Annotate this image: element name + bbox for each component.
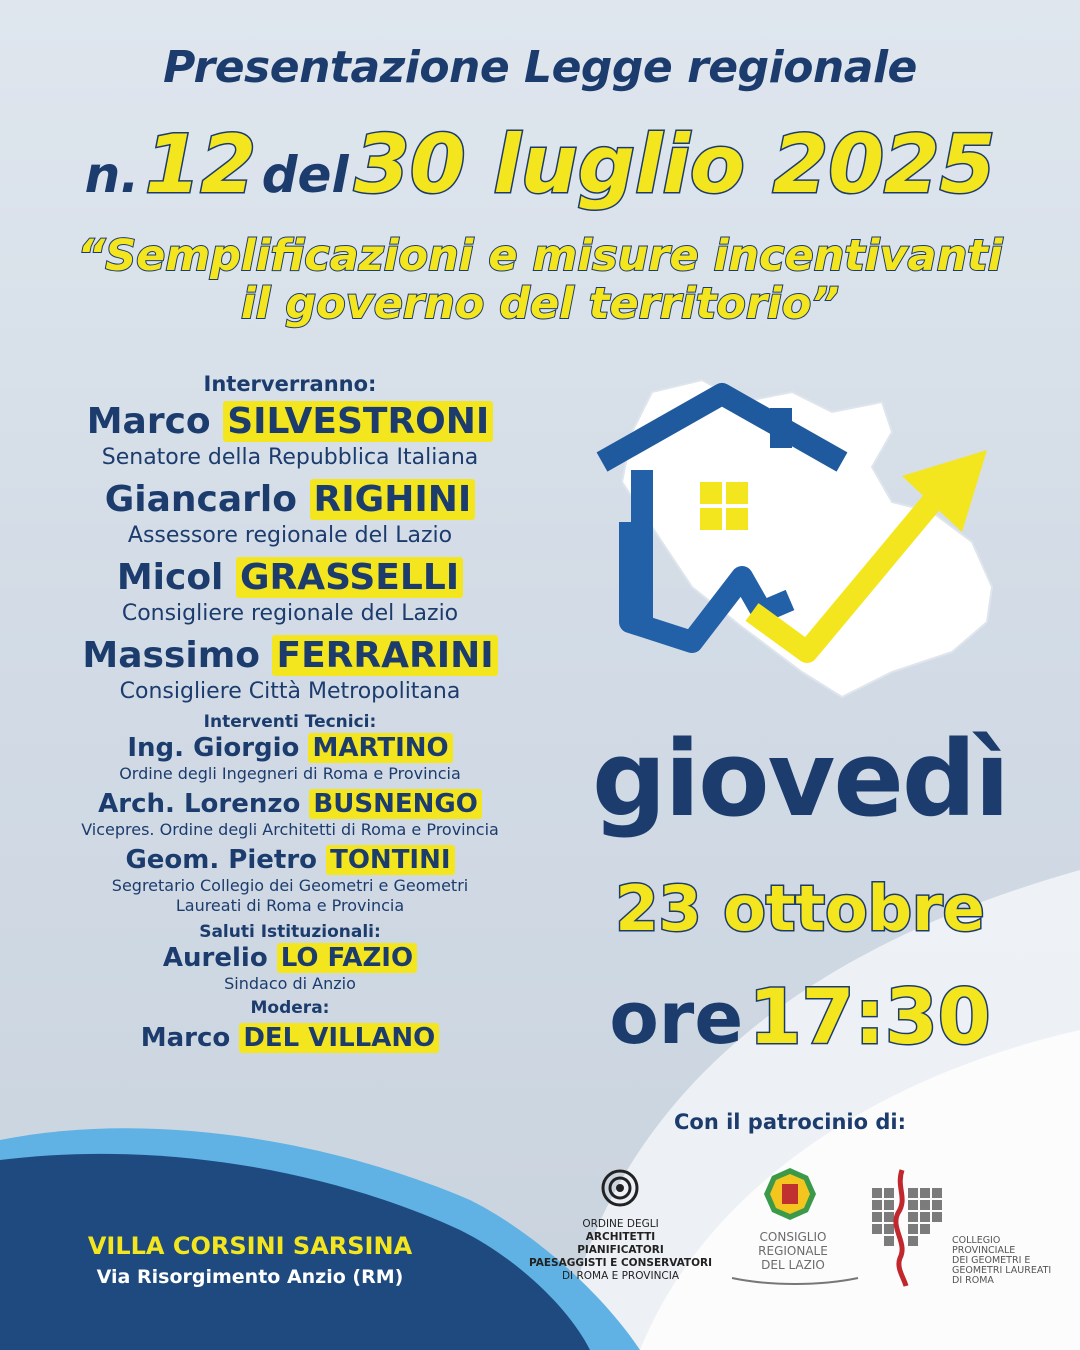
event-time — [560, 972, 1040, 1061]
architects-order-logo-text — [518, 1218, 723, 1283]
speaker-role: Consigliere regionale del Lazio — [121, 601, 459, 626]
speaker-first-name: Arch. Lorenzo — [98, 789, 301, 819]
event-date: 23 ottobre — [615, 872, 985, 945]
speaker-role-line-2: Laureati di Roma e Provincia — [175, 896, 405, 915]
event-time-value: 17:30 — [748, 972, 991, 1061]
surveyors-college-logo-icon — [868, 1168, 952, 1288]
technical-speaker-name — [30, 844, 550, 876]
speaker-last-name: DEL VILLANO — [239, 1023, 439, 1053]
speaker-last-name: TONTINI — [326, 845, 454, 875]
law-n-label: n. — [84, 146, 140, 204]
logo-text-line: DI ROMA — [952, 1275, 994, 1286]
speakers-section-label: Interverranno: — [203, 372, 377, 396]
regional-council-emblem-icon — [762, 1166, 818, 1222]
architects-order-logo-icon — [600, 1168, 640, 1208]
speaker-role: Vicepres. Ordine degli Architetti di Roma e Provincia — [81, 820, 499, 839]
logo-text-line: REGIONALE — [758, 1244, 828, 1258]
speaker-role: Ordine degli Ingegneri di Roma e Provincia — [119, 764, 461, 783]
technical-speaker-name — [30, 732, 550, 764]
speaker-last-name: LO FAZIO — [277, 943, 417, 973]
speaker-role-line-1: Segretario Collegio dei Geometri e Geometri — [111, 876, 469, 895]
speaker-first-name: Marco — [140, 1023, 231, 1053]
logo-text-line: DEI GEOMETRI E — [952, 1255, 1031, 1266]
speaker-first-name: Marco — [86, 401, 211, 442]
title-line-1: Presentazione Legge regionale — [163, 42, 917, 93]
speaker-first-name: Geom. Pietro — [125, 845, 318, 875]
logo-text-line: DEL LAZIO — [761, 1258, 825, 1272]
speaker-role: Senatore della Repubblica Italiana — [101, 445, 479, 470]
speaker-last-name: FERRARINI — [272, 635, 497, 676]
speaker-last-name: MARTINO — [308, 733, 452, 763]
venue-name: VILLA CORSINI SARSINA — [87, 1232, 413, 1260]
subtitle-line-2: il governo del territorio” — [240, 279, 840, 329]
house-growth-illustration — [592, 372, 1012, 702]
speaker-last-name: SILVESTRONI — [223, 401, 493, 442]
speaker-name — [30, 634, 550, 678]
patronage-label: Con il patrocinio di: — [674, 1110, 906, 1134]
regional-council-logo-text — [728, 1230, 858, 1272]
speaker-role: Consigliere Città Metropolitana — [119, 679, 461, 704]
moderator-name — [30, 1022, 550, 1054]
technical-speaker-name — [30, 788, 550, 820]
speaker-first-name: Micol — [116, 557, 224, 598]
law-number-date — [0, 118, 1080, 211]
logo-text-line: DI ROMA E PROVINCIA — [561, 1270, 680, 1282]
speaker-last-name: BUSNENGO — [309, 789, 481, 819]
law-number: 12 — [144, 118, 257, 211]
house-chimney — [770, 408, 792, 448]
surveyors-college-logo-text — [952, 1236, 1072, 1286]
law-subtitle — [0, 232, 1080, 328]
logo-underline — [730, 1276, 860, 1286]
speaker-last-name: RIGHINI — [310, 479, 476, 520]
speaker-first-name: Massimo — [82, 635, 260, 676]
speaker-first-name: Giancarlo — [104, 479, 297, 520]
greetings-section-label: Saluti Istituzionali: — [199, 922, 381, 942]
logo-text-line: PROVINCIALE — [952, 1245, 1016, 1256]
speaker-role: Assessore regionale del Lazio — [127, 523, 453, 548]
logo-text-line: PAESAGGISTI E CONSERVATORI — [528, 1257, 713, 1269]
venue-address: Via Risorgimento Anzio (RM) — [96, 1266, 404, 1288]
speaker-name — [30, 556, 550, 600]
logo-text-line: PIANIFICATORI — [577, 1244, 664, 1256]
speakers-column — [30, 372, 550, 1054]
greetings-speaker-name — [30, 942, 550, 974]
speaker-role: Sindaco di Anzio — [224, 974, 356, 993]
law-date: 30 luglio 2025 — [354, 118, 996, 211]
speaker-first-name: Aurelio — [162, 943, 268, 973]
event-time-label: ore — [609, 976, 744, 1060]
subtitle-line-1: “Semplificazioni e misure incentivanti — [77, 231, 1003, 281]
speaker-last-name: GRASSELLI — [236, 557, 463, 598]
law-del-label: del — [261, 146, 349, 204]
speaker-first-name: Ing. Giorgio — [127, 733, 300, 763]
logo-text-line: ARCHITETTI — [585, 1231, 656, 1243]
logo-text-line: COLLEGIO — [952, 1235, 1001, 1246]
logo-text-line: GEOMETRI LAUREATI — [952, 1265, 1052, 1276]
technical-section-label: Interventi Tecnici: — [203, 712, 377, 732]
event-day: giovedì — [592, 718, 1008, 840]
speaker-name — [30, 400, 550, 444]
logo-text-line: CONSIGLIO — [759, 1230, 827, 1244]
logo-text-line: ORDINE DEGLI — [582, 1218, 659, 1230]
speaker-name — [30, 478, 550, 522]
moderator-section-label: Modera: — [250, 998, 330, 1018]
speaker-role — [30, 876, 550, 916]
